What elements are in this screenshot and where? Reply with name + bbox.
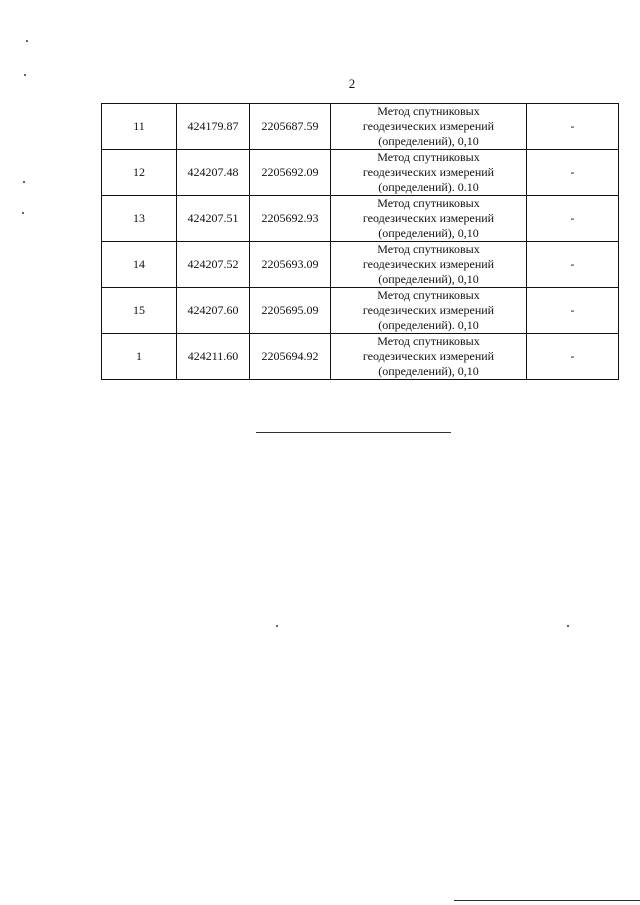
coordinate-x: 424207.60	[177, 288, 250, 334]
method-cell	[331, 242, 527, 288]
method-line: Метод спутниковых	[377, 334, 480, 348]
coordinate-x: 424179.87	[177, 104, 250, 150]
scan-speck	[26, 40, 28, 42]
scan-speck	[276, 625, 278, 627]
coordinate-x: 424207.52	[177, 242, 250, 288]
method-cell	[331, 334, 527, 380]
page-number: 2	[348, 76, 356, 91]
table-row	[102, 334, 619, 380]
coordinate-x: 424207.48	[177, 150, 250, 196]
method-cell	[331, 196, 527, 242]
description-cell: -	[527, 334, 619, 380]
method-cell	[331, 288, 527, 334]
point-number: 15	[102, 288, 177, 334]
method-line: Метод спутниковых	[377, 150, 480, 164]
description-cell: -	[527, 288, 619, 334]
description-cell: -	[527, 150, 619, 196]
method-line: (определений), 0,10	[378, 226, 479, 240]
method-line: (определений), 0,10	[378, 272, 479, 286]
scan-speck	[24, 74, 26, 76]
method-line: геодезических измерений	[362, 349, 495, 363]
method-line: (определений). 0,10	[378, 318, 479, 332]
coordinate-x: 424211.60	[177, 334, 250, 380]
table-row	[102, 104, 619, 150]
table-row	[102, 196, 619, 242]
table-row	[102, 150, 619, 196]
coordinate-y: 2205692.93	[250, 196, 331, 242]
coordinates-table	[101, 103, 619, 380]
scan-speck	[567, 625, 569, 627]
point-number: 13	[102, 196, 177, 242]
method-line: Метод спутниковых	[377, 288, 480, 302]
coordinate-y: 2205687.59	[250, 104, 331, 150]
method-line: геодезических измерений	[362, 303, 495, 317]
point-number: 1	[102, 334, 177, 380]
coordinate-y: 2205695.09	[250, 288, 331, 334]
point-number: 14	[102, 242, 177, 288]
method-line: геодезических измерений	[362, 165, 495, 179]
coordinate-y: 2205692.09	[250, 150, 331, 196]
description-cell: -	[527, 104, 619, 150]
method-line: (определений), 0,10	[378, 364, 479, 378]
method-line: геодезических измерений	[362, 211, 495, 225]
coordinate-y: 2205694.92	[250, 334, 331, 380]
method-line: Метод спутниковых	[377, 242, 480, 256]
end-of-document-rule	[256, 432, 451, 433]
point-number: 11	[102, 104, 177, 150]
method-line: (определений), 0,10	[378, 134, 479, 148]
table-row	[102, 288, 619, 334]
method-line: (определений). 0.10	[378, 180, 479, 194]
scan-speck	[23, 181, 25, 183]
table-row	[102, 242, 619, 288]
scan-edge-line	[454, 900, 640, 901]
coordinate-x: 424207.51	[177, 196, 250, 242]
description-cell: -	[527, 242, 619, 288]
method-line: геодезических измерений	[362, 257, 495, 271]
coordinate-y: 2205693.09	[250, 242, 331, 288]
method-cell	[331, 104, 527, 150]
scan-speck	[22, 212, 24, 214]
method-cell	[331, 150, 527, 196]
method-line: Метод спутниковых	[377, 104, 480, 118]
point-number: 12	[102, 150, 177, 196]
method-line: Метод спутниковых	[377, 196, 480, 210]
method-line: геодезических измерений	[362, 119, 495, 133]
description-cell: -	[527, 196, 619, 242]
